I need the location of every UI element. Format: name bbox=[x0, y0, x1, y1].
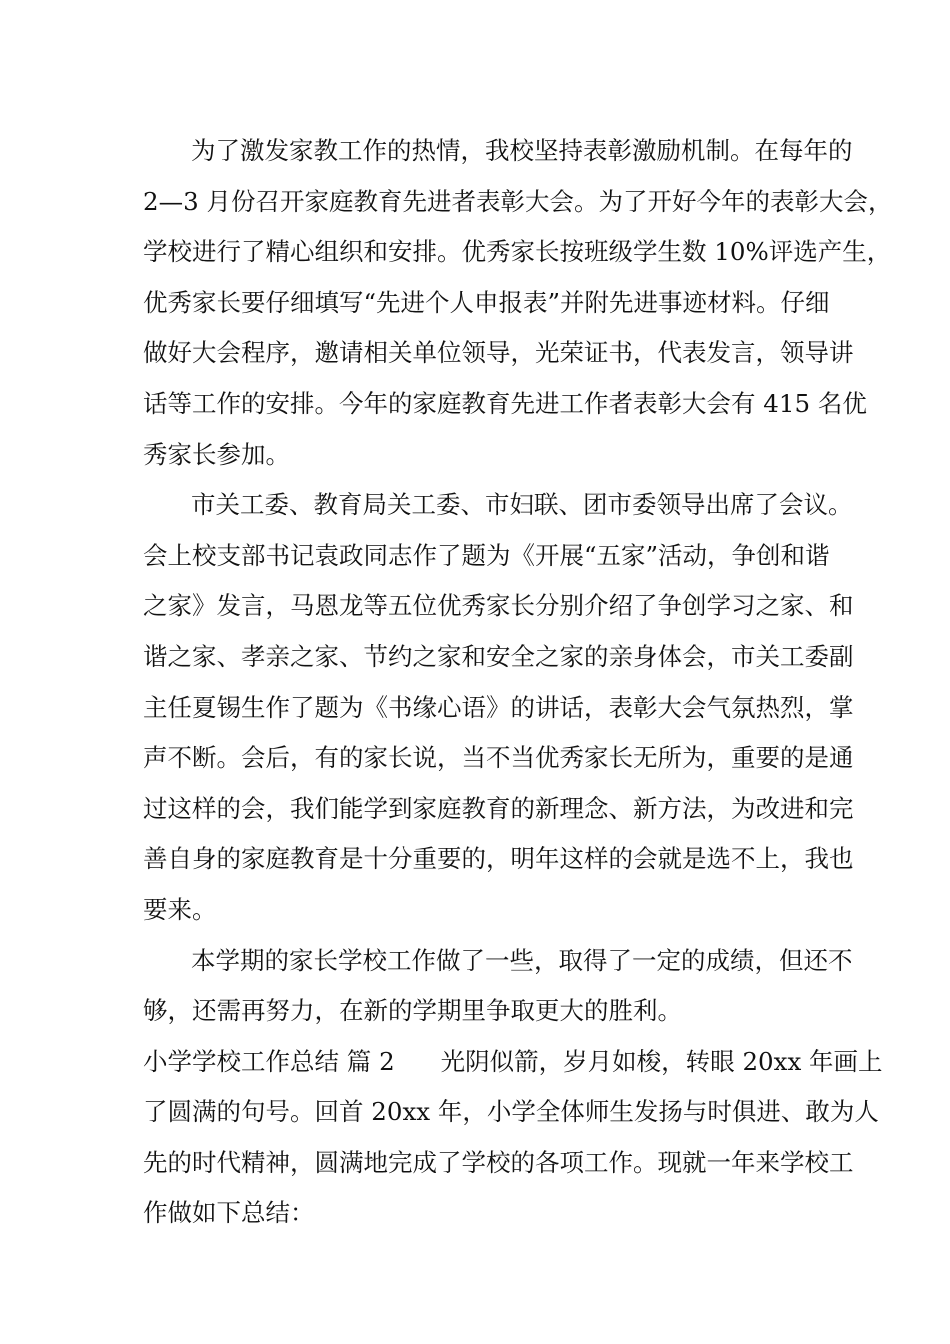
paragraph-line: 会上校支部书记袁政同志作了题为《开展“五家”活动，争创和谐 bbox=[143, 540, 830, 570]
document-body bbox=[143, 126, 893, 1239]
paragraph-line: 了圆满的句号。回首 20xx 年，小学全体师生发扬与时俱进、敢为人 bbox=[143, 1097, 879, 1127]
paragraph-line: 主任夏锡生作了题为《书缘心语》的讲话，表彰大会气氛热烈，掌 bbox=[143, 692, 854, 722]
paragraph-semester-summary bbox=[143, 936, 853, 1037]
paragraph-line: 过这样的会，我们能学到家庭教育的新理念、新方法，为改进和完 bbox=[143, 793, 854, 823]
paragraph-line: 优秀家长要仔细填写“先进个人申报表”并附先进事迹材料。仔细 bbox=[143, 287, 830, 317]
section-heading: 小学学校工作总结 篇 2 bbox=[143, 1046, 395, 1076]
paragraph-line: 要来。 bbox=[143, 894, 217, 924]
paragraph-line: 作做如下总结： bbox=[143, 1198, 315, 1228]
section-heading-line bbox=[143, 1037, 883, 1088]
paragraph-award-mechanism bbox=[143, 126, 893, 480]
paragraph-line: 做好大会程序，邀请相关单位领导，光荣证书，代表发言，领导讲 bbox=[143, 338, 854, 368]
paragraph-line: 谐之家、孝亲之家、节约之家和安全之家的亲身体会，市关工委副 bbox=[143, 641, 854, 671]
paragraph-line: 市关工委、教育局关工委、市妇联、团市委领导出席了会议。 bbox=[191, 490, 853, 520]
paragraph-line: 之家》发言，马恩龙等五位优秀家长分别介绍了争创学习之家、和 bbox=[143, 591, 854, 621]
paragraph-line: 为了激发家教工作的热情，我校坚持表彰激励机制。在每年的 bbox=[191, 136, 853, 165]
section-work-summary-2 bbox=[143, 1037, 883, 1239]
paragraph-line: 本学期的家长学校工作做了一些，取得了一定的成绩，但还不 bbox=[191, 945, 853, 975]
paragraph-meeting-attendance bbox=[143, 480, 854, 935]
paragraph-line: 2—3 月份召开家庭教育先进者表彰大会。为了开好今年的表彰大会， bbox=[143, 186, 893, 216]
paragraph-line: 善自身的家庭教育是十分重要的，明年这样的会就是选不上，我也 bbox=[143, 844, 854, 874]
section-first-line: 光阴似箭，岁月如梭，转眼 20xx 年画上 bbox=[440, 1046, 883, 1076]
paragraph-line: 秀家长参加。 bbox=[143, 439, 290, 469]
paragraph-line: 先的时代精神，圆满地完成了学校的各项工作。现就一年来学校工 bbox=[143, 1147, 854, 1177]
paragraph-line: 话等工作的安排。今年的家庭教育先进工作者表彰大会有 415 名优 bbox=[143, 388, 867, 418]
paragraph-line: 声不断。会后，有的家长说，当不当优秀家长无所为，重要的是通 bbox=[143, 743, 854, 773]
paragraph-line: 学校进行了精心组织和安排。优秀家长按班级学生数 10%评选产生， bbox=[143, 237, 892, 267]
paragraph-line: 够，还需再努力，在新的学期里争取更大的胜利。 bbox=[143, 996, 682, 1026]
